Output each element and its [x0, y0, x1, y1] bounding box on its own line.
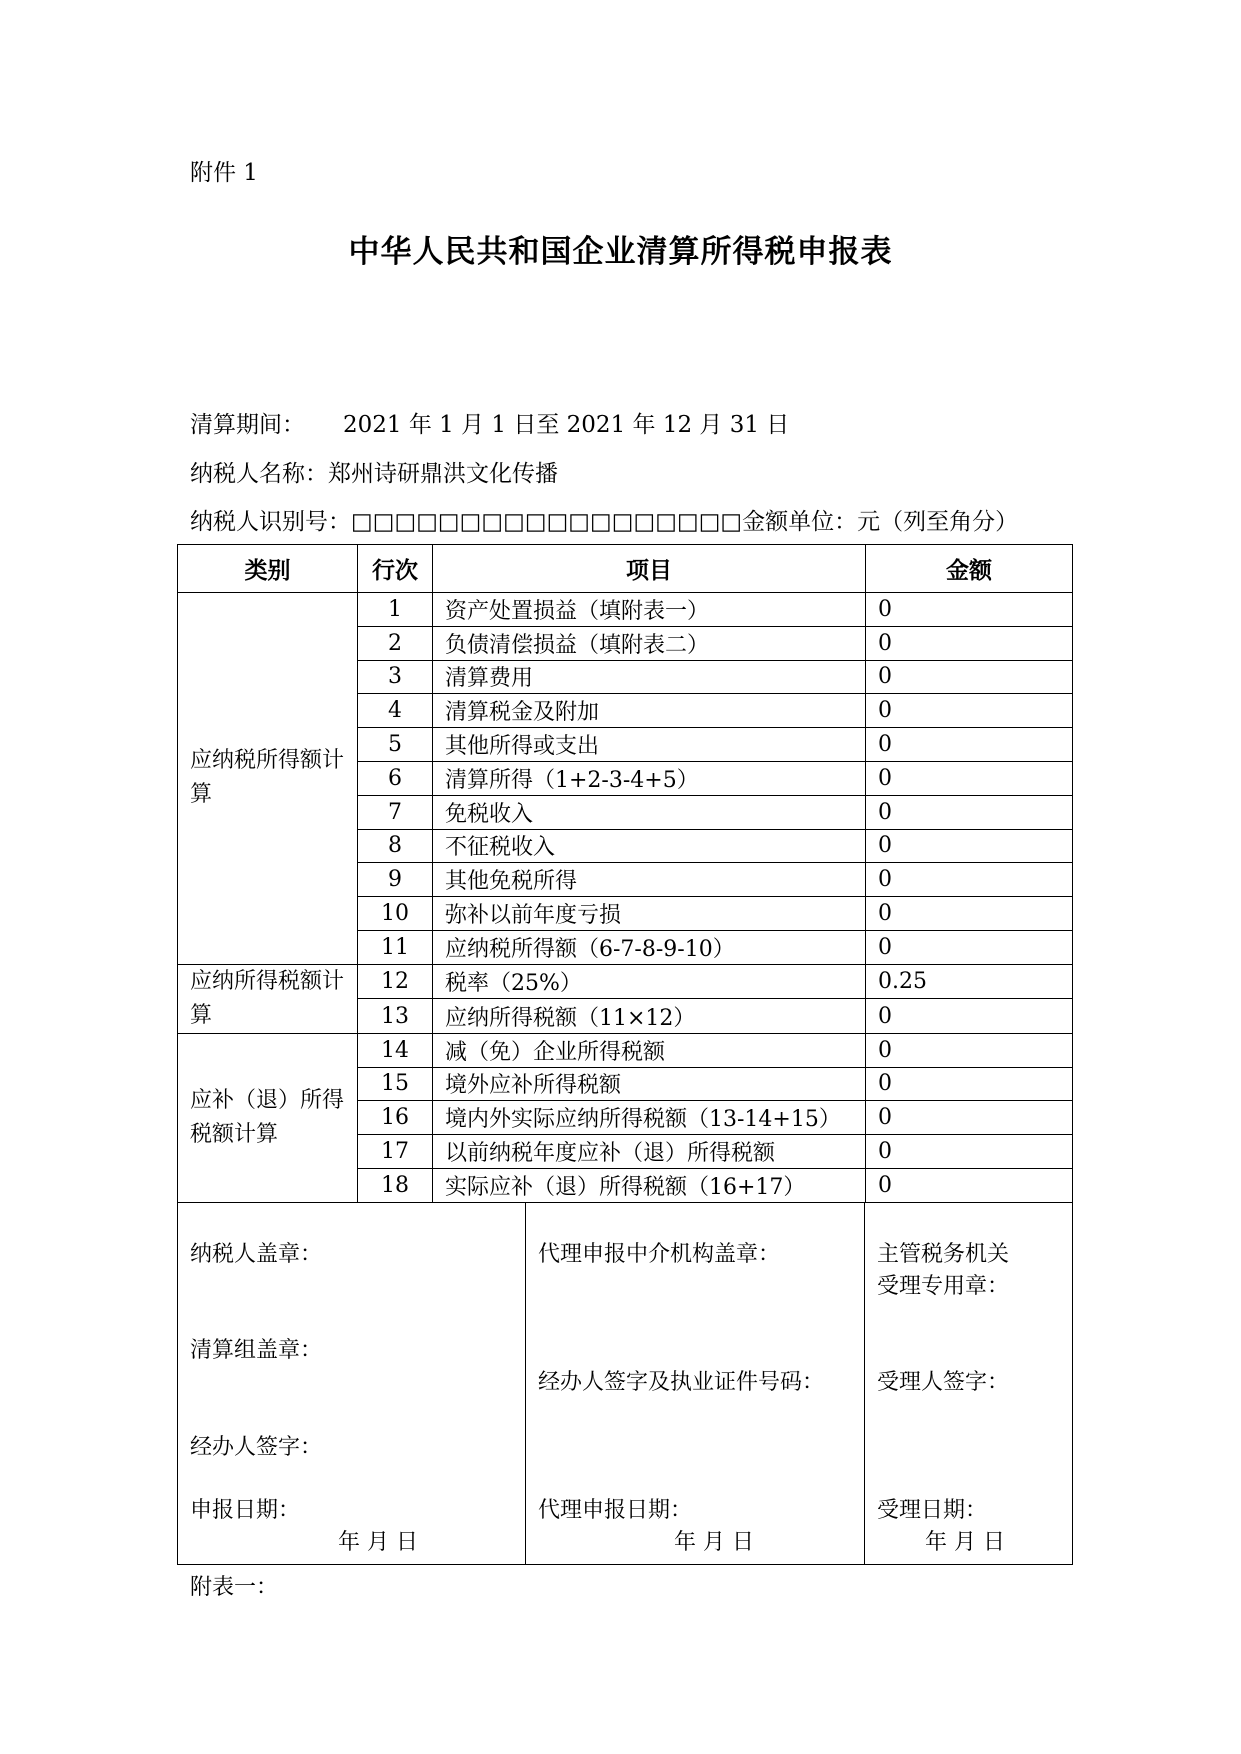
agency-seal-label: 代理申报中介机构盖章：	[538, 1242, 781, 1267]
declare-date-label: 申报日期：	[190, 1498, 301, 1523]
receive-date-label: 受理日期：	[877, 1498, 988, 1523]
row-item: 实际应补（退）所得税额（16+17）	[433, 1168, 866, 1202]
signature-section	[177, 1203, 1073, 1565]
row-no: 11	[358, 930, 433, 964]
row-no: 9	[358, 863, 433, 897]
agency-signature-cell	[526, 1203, 865, 1565]
tax-office-seal-label-line1: 主管税务机关	[877, 1242, 1010, 1267]
handler-signature-label: 经办人签字：	[190, 1435, 323, 1460]
row-item: 免税收入	[433, 795, 866, 829]
row-item: 清算所得（1+2-3-4+5）	[433, 761, 866, 795]
row-item: 清算税金及附加	[433, 694, 866, 728]
row-amount: 0	[866, 999, 1073, 1034]
row-amount: 0	[866, 795, 1073, 829]
row-amount: 0	[866, 593, 1073, 627]
row-amount: 0	[866, 863, 1073, 897]
table-row	[178, 1033, 1073, 1067]
row-item: 应纳所得税额（11×12）	[433, 999, 866, 1034]
receiver-signature-label: 受理人签字：	[877, 1370, 1010, 1395]
amount-unit: 金额单位：元（列至角分）	[742, 509, 1019, 535]
row-amount: 0.25	[866, 964, 1073, 999]
receive-date-ymd: 年 月 日	[925, 1530, 1005, 1555]
row-amount: 0	[866, 1067, 1073, 1101]
row-item: 应纳税所得额（6-7-8-9-10）	[433, 930, 866, 964]
row-no: 6	[358, 761, 433, 795]
header-item: 项目	[433, 545, 866, 593]
appendix-note: 附表一：	[190, 1575, 279, 1600]
row-item: 境外应补所得税额	[433, 1067, 866, 1101]
row-no: 4	[358, 694, 433, 728]
row-no: 7	[358, 795, 433, 829]
row-amount: 0	[866, 829, 1073, 863]
row-amount: 0	[866, 1101, 1073, 1135]
taxpayer-name-label: 纳税人名称：	[190, 461, 328, 487]
row-amount: 0	[866, 694, 1073, 728]
tax-office-signature-cell	[865, 1203, 1073, 1565]
row-amount: 0	[866, 1033, 1073, 1067]
taxpayer-name-value: 郑州诗研鼎洪文化传播	[328, 461, 558, 487]
row-amount: 0	[866, 728, 1073, 762]
liquidation-group-seal-label: 清算组盖章：	[190, 1338, 323, 1363]
row-amount: 0	[866, 626, 1073, 660]
taxpayer-id	[190, 503, 1018, 536]
page-title: 中华人民共和国企业清算所得税申报表	[348, 234, 893, 270]
agent-signature-label: 经办人签字及执业证件号码：	[538, 1370, 825, 1395]
row-amount: 0	[866, 761, 1073, 795]
taxpayer-name	[190, 455, 558, 488]
period-value: 2021 年 1 月 1 日至 2021 年 12 月 31 日	[343, 412, 790, 438]
taxpayer-id-boxes: □□□□□□□□□□□□□□□□□□	[351, 509, 743, 535]
category-tax-supplement: 应补（退）所得税额计算	[178, 1033, 358, 1202]
row-no: 1	[358, 593, 433, 627]
row-item: 税率（25%）	[433, 964, 866, 999]
table-row	[178, 593, 1073, 627]
taxpayer-id-label: 纳税人识别号：	[190, 509, 351, 535]
row-no: 14	[358, 1033, 433, 1067]
row-no: 16	[358, 1101, 433, 1135]
header-row-no: 行次	[358, 545, 433, 593]
taxpayer-signature-cell	[178, 1203, 526, 1565]
taxpayer-seal-label: 纳税人盖章：	[190, 1242, 323, 1267]
row-no: 10	[358, 897, 433, 931]
row-item: 其他所得或支出	[433, 728, 866, 762]
period-label: 清算期间：	[190, 412, 305, 438]
row-no: 3	[358, 660, 433, 694]
table-row	[178, 964, 1073, 999]
row-item: 资产处置损益（填附表一）	[433, 593, 866, 627]
row-item: 减（免）企业所得税额	[433, 1033, 866, 1067]
agency-date-ymd: 年 月 日	[674, 1530, 754, 1555]
row-no: 12	[358, 964, 433, 999]
row-amount: 0	[866, 1135, 1073, 1169]
declaration-table	[177, 544, 1073, 1203]
row-amount: 0	[866, 1168, 1073, 1202]
row-item: 境内外实际应纳所得税额（13-14+15）	[433, 1101, 866, 1135]
row-item: 清算费用	[433, 660, 866, 694]
header-amount: 金额	[866, 545, 1073, 593]
row-no: 17	[358, 1135, 433, 1169]
row-no: 8	[358, 829, 433, 863]
tax-office-seal-label-line2: 受理专用章：	[877, 1274, 1010, 1299]
row-item: 不征税收入	[433, 829, 866, 863]
agency-date-label: 代理申报日期：	[538, 1498, 693, 1523]
row-no: 15	[358, 1067, 433, 1101]
liquidation-period	[190, 406, 789, 439]
row-no: 13	[358, 999, 433, 1034]
row-item: 负债清偿损益（填附表二）	[433, 626, 866, 660]
row-amount: 0	[866, 930, 1073, 964]
row-amount: 0	[866, 660, 1073, 694]
declare-date-ymd: 年 月 日	[338, 1530, 418, 1555]
category-tax-payable: 应纳所得税额计算	[178, 964, 358, 1033]
row-item: 弥补以前年度亏损	[433, 897, 866, 931]
row-item: 其他免税所得	[433, 863, 866, 897]
attachment-label: 附件 1	[190, 160, 258, 186]
row-item: 以前纳税年度应补（退）所得税额	[433, 1135, 866, 1169]
row-no: 2	[358, 626, 433, 660]
category-taxable-income: 应纳税所得额计算	[178, 593, 358, 965]
row-no: 18	[358, 1168, 433, 1202]
header-category: 类别	[178, 545, 358, 593]
row-no: 5	[358, 728, 433, 762]
table-header-row	[178, 545, 1073, 593]
row-amount: 0	[866, 897, 1073, 931]
